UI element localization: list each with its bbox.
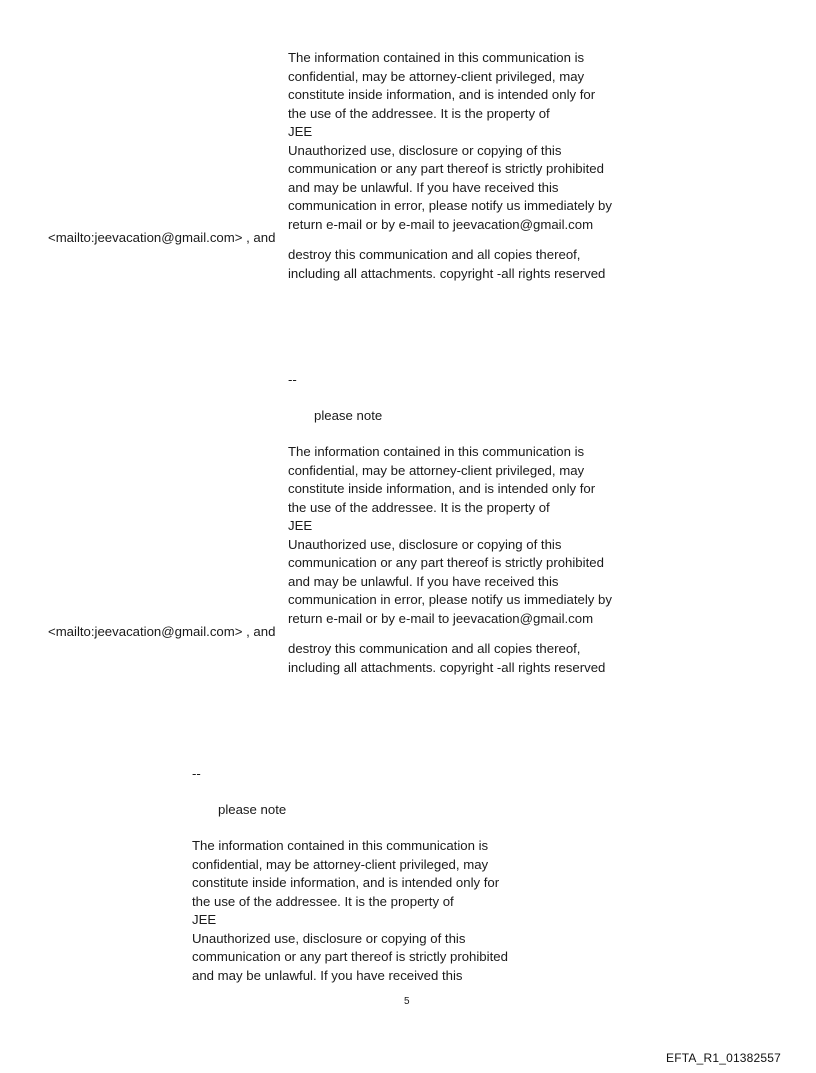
disclaimer-line: communication or any part thereof is strictly prohibited xyxy=(288,161,604,176)
disclaimer-line: destroy this communication and all copies thereof, xyxy=(288,247,581,262)
disclaimer-line: and may be unlawful. If you have received this xyxy=(288,573,559,589)
disclaimer-block-1 xyxy=(288,49,612,234)
disclaimer-line: the use of the addressee. It is the property of xyxy=(192,893,454,909)
disclaimer-line: communication or any part thereof is strictly prohibited xyxy=(288,555,604,570)
disclaimer-line: communication in error, please notify us immediately by xyxy=(288,592,612,607)
disclaimer-line: the use of the addressee. It is the property of xyxy=(288,105,550,121)
disclaimer-line: return e-mail or by e-mail to jeevacation@gmail.com xyxy=(288,216,594,232)
disclaimer-line: communication or any part thereof is strictly prohibited xyxy=(192,949,508,964)
disclaimer-line: Unauthorized use, disclosure or copying of this xyxy=(288,536,562,552)
disclaimer-line: JEE xyxy=(288,518,313,533)
please-note: please note xyxy=(218,802,287,817)
mailto-text: <mailto:jeevacation@gmail.com> , and xyxy=(48,230,276,245)
disclaimer-line: The information contained in this communication is xyxy=(288,444,585,459)
disclaimer-line: constitute inside information, and is intended only for xyxy=(192,875,500,890)
disclaimer-tail-2 xyxy=(288,640,605,677)
disclaimer-line: return e-mail or by e-mail to jeevacation@gmail.com xyxy=(288,610,594,626)
disclaimer-line: confidential, may be attorney-client privileged, may xyxy=(288,68,585,84)
page-number: 5 xyxy=(404,996,410,1007)
disclaimer-line: communication in error, please notify us immediately by xyxy=(288,198,612,213)
disclaimer-line: the use of the addressee. It is the property of xyxy=(288,499,550,515)
disclaimer-line: constitute inside information, and is intended only for xyxy=(288,87,596,102)
disclaimer-line: JEE xyxy=(192,912,217,927)
disclaimer-line: Unauthorized use, disclosure or copying of this xyxy=(192,930,466,946)
disclaimer-line: including all attachments. copyright -all rights reserved xyxy=(288,659,606,675)
disclaimer-line: The information contained in this communication is xyxy=(192,838,489,853)
disclaimer-line: confidential, may be attorney-client privileged, may xyxy=(192,856,489,872)
please-note: please note xyxy=(314,408,383,423)
mailto-text: <mailto:jeevacation@gmail.com> , and xyxy=(48,624,276,639)
disclaimer-line: and may be unlawful. If you have received this xyxy=(288,179,559,195)
disclaimer-tail-1 xyxy=(288,246,605,283)
disclaimer-line: Unauthorized use, disclosure or copying of this xyxy=(288,142,562,158)
disclaimer-block-2 xyxy=(288,443,612,628)
disclaimer-line: The information contained in this communication is xyxy=(288,50,585,65)
disclaimer-line: confidential, may be attorney-client privileged, may xyxy=(288,462,585,478)
disclaimer-line: destroy this communication and all copies thereof, xyxy=(288,641,581,656)
disclaimer-line: JEE xyxy=(288,124,313,139)
separator: -- xyxy=(288,372,297,387)
separator: -- xyxy=(192,766,201,781)
disclaimer-block-3 xyxy=(192,837,508,985)
disclaimer-line: including all attachments. copyright -all rights reserved xyxy=(288,265,606,281)
disclaimer-line: constitute inside information, and is intended only for xyxy=(288,481,596,496)
document-id-footer: EFTA_R1_01382557 xyxy=(666,1051,782,1065)
disclaimer-line: and may be unlawful. If you have received this xyxy=(192,967,463,983)
